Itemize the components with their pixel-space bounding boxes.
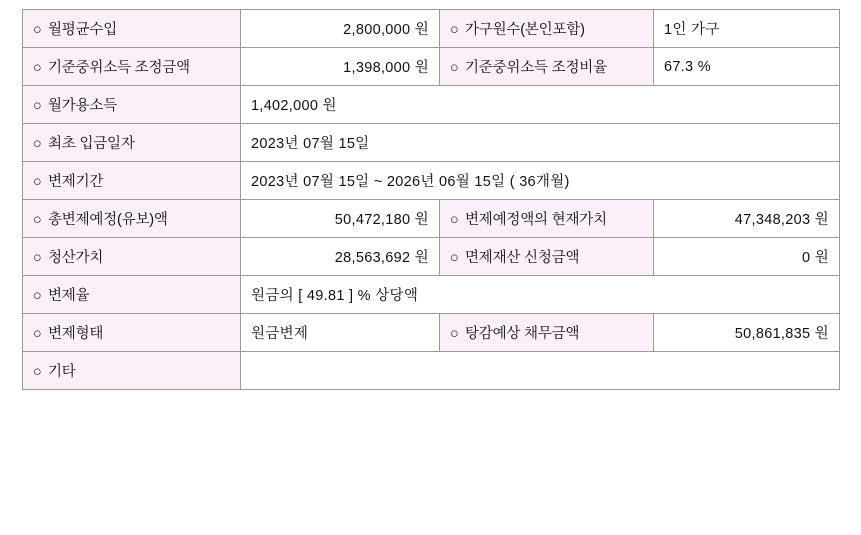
- row-label-median-income-adjust-amount: [23, 48, 241, 86]
- repayment-plan-table: [22, 9, 840, 390]
- row-label-monthly-disposable-income: [23, 86, 241, 124]
- label-text: 변제예정액의 현재가치: [465, 212, 607, 228]
- value-text: 원금의 [ 49.81 ] % 상당액: [251, 288, 419, 304]
- label-text: 변제형태: [48, 326, 104, 342]
- bullet-icon: ○: [33, 22, 42, 38]
- bullet-icon: ○: [33, 212, 42, 228]
- table-row: [23, 48, 840, 86]
- value-text: 1,398,000 원: [343, 60, 429, 76]
- row-label-first-payment-date: [23, 124, 241, 162]
- value-text: 1,402,000 원: [251, 98, 337, 114]
- row-label-exempt-property-request: [440, 238, 654, 276]
- bullet-icon: ○: [450, 250, 459, 266]
- document-sheet: [0, 9, 861, 535]
- label-text: 기타: [48, 364, 76, 380]
- table-row: [23, 200, 840, 238]
- bullet-icon: ○: [33, 136, 42, 152]
- bullet-icon: ○: [33, 98, 42, 114]
- row-label-expected-debt-forgiveness: [440, 314, 654, 352]
- value-text: 원금변제: [251, 326, 309, 342]
- row-value-expected-debt-forgiveness: [654, 314, 840, 352]
- value-text: 0 원: [802, 250, 829, 266]
- bullet-icon: ○: [33, 364, 42, 380]
- bullet-icon: ○: [450, 212, 459, 228]
- bullet-icon: ○: [450, 22, 459, 38]
- row-value-monthly-disposable-income: [241, 86, 840, 124]
- value-text: 2,800,000 원: [343, 22, 429, 38]
- table-row: [23, 276, 840, 314]
- label-text: 변제기간: [48, 174, 104, 190]
- row-label-total-planned-repayment: [23, 200, 241, 238]
- row-label-present-value-of-repayment: [440, 200, 654, 238]
- row-value-repayment-type: [241, 314, 440, 352]
- row-value-median-income-adjust-amount: [241, 48, 440, 86]
- row-value-monthly-income: [241, 10, 440, 48]
- row-label-household-size: [440, 10, 654, 48]
- row-value-total-planned-repayment: [241, 200, 440, 238]
- row-value-present-value-of-repayment: [654, 200, 840, 238]
- label-text: 월평균수입: [48, 22, 118, 38]
- bullet-icon: ○: [450, 60, 459, 76]
- value-text: 2023년 07월 15일: [251, 136, 370, 152]
- row-value-first-payment-date: [241, 124, 840, 162]
- bullet-icon: ○: [450, 326, 459, 342]
- value-text: 50,861,835 원: [734, 326, 829, 342]
- label-text: 최초 입금일자: [48, 136, 135, 152]
- row-label-monthly-income: [23, 10, 241, 48]
- label-text: 기준중위소득 조정비율: [465, 60, 607, 76]
- bullet-icon: ○: [33, 326, 42, 342]
- row-value-repayment-period: [241, 162, 840, 200]
- table-row: [23, 162, 840, 200]
- row-value-repayment-rate: [241, 276, 840, 314]
- bullet-icon: ○: [33, 174, 42, 190]
- table-row: [23, 352, 840, 390]
- label-text: 청산가치: [48, 250, 104, 266]
- value-text: 28,563,692 원: [334, 250, 429, 266]
- value-text: 50,472,180 원: [334, 212, 429, 228]
- label-text: 변제율: [48, 288, 90, 304]
- row-label-repayment-type: [23, 314, 241, 352]
- row-label-liquidation-value: [23, 238, 241, 276]
- value-text: 2023년 07월 15일 ~ 2026년 06월 15일 ( 36개월): [251, 174, 570, 190]
- row-label-repayment-period: [23, 162, 241, 200]
- row-value-household-size: [654, 10, 840, 48]
- label-text: 기준중위소득 조정금액: [48, 60, 190, 76]
- bullet-icon: ○: [33, 60, 42, 76]
- value-text: 47,348,203 원: [734, 212, 829, 228]
- table-row: [23, 10, 840, 48]
- row-value-other: [241, 352, 840, 390]
- label-text: 월가용소득: [48, 98, 118, 114]
- label-text: 탕감예상 채무금액: [465, 326, 580, 342]
- table-row: [23, 124, 840, 162]
- row-label-other: [23, 352, 241, 390]
- row-value-exempt-property-request: [654, 238, 840, 276]
- bullet-icon: ○: [33, 250, 42, 266]
- value-text: 67.3 %: [664, 58, 711, 75]
- label-text: 면제재산 신청금액: [465, 250, 580, 266]
- table-row: [23, 86, 840, 124]
- table-row: [23, 314, 840, 352]
- label-text: 총변제예정(유보)액: [48, 212, 168, 228]
- row-value-liquidation-value: [241, 238, 440, 276]
- row-label-repayment-rate: [23, 276, 241, 314]
- value-text: 1인 가구: [664, 22, 720, 38]
- bullet-icon: ○: [33, 288, 42, 304]
- label-text: 가구원수(본인포함): [465, 22, 585, 38]
- table-row: [23, 238, 840, 276]
- row-value-median-income-adjust-ratio: [654, 48, 840, 86]
- row-label-median-income-adjust-ratio: [440, 48, 654, 86]
